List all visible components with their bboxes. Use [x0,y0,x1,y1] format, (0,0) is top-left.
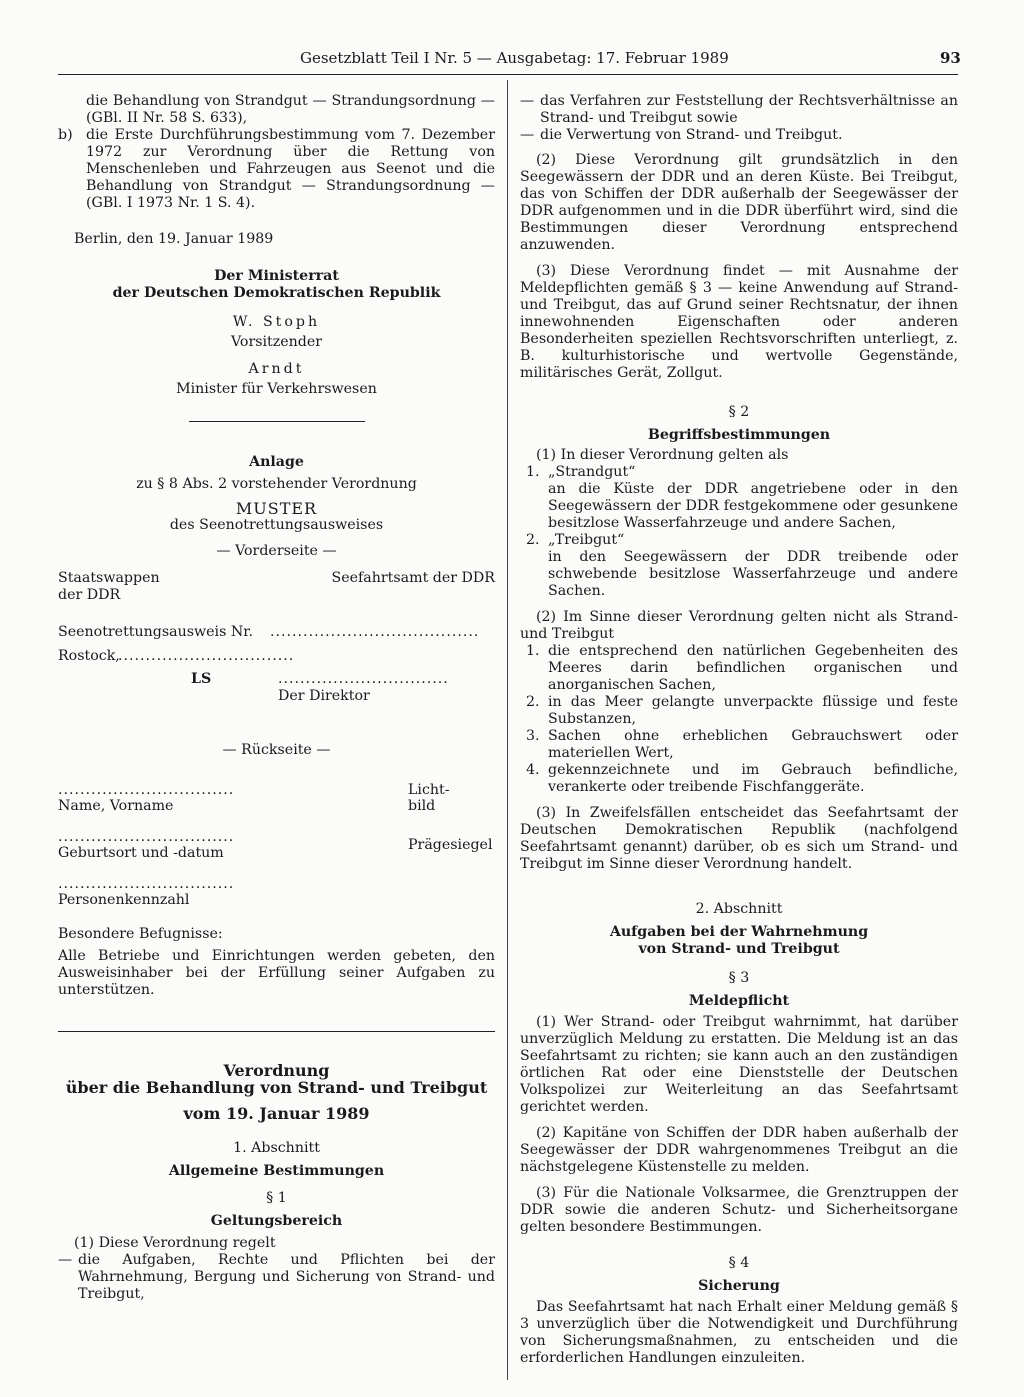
section-rule [189,421,365,422]
name-blank: ................................ [58,782,235,798]
council-line-2: der Deutschen Demokratischen Republik [112,285,441,301]
id-number-label: Seenotrettungsausweis Nr. [58,624,254,640]
rostock-label: Rostock, [58,648,120,664]
exclusion-text: in das Meer gelangte unverpackte flüssige und feste Substanzen, [548,694,958,727]
back-side-label: — Rückseite — [222,742,331,758]
definition-item [520,464,958,532]
rostock-row [58,648,495,665]
list-item [58,127,495,212]
back-side-fields [58,782,495,930]
dash-marker: — [58,1252,73,1268]
council-line-1: Der Ministerrat [214,268,339,284]
paragraph-4-number: § 4 [728,1255,750,1271]
paragraph-2-number: § 2 [728,404,750,420]
dash-marker: — [520,127,535,143]
birth-label: Geburtsort und -datum [58,845,224,861]
place-date: Berlin, den 19. Januar 1989 [74,231,274,247]
definition-term: „Treibgut“ [548,532,625,548]
paragraph-3-clause-2: (2) Kapitäne von Schiffen der DDR haben außerhalb der Seegewässer der DDR wahrgenommenes Treibgut an die nächstgelegene Küstenstelle zu melden. [520,1125,958,1175]
list-marker: 2. [526,694,540,710]
photo-label-2: bild [408,798,436,814]
list-marker: 3. [526,728,540,744]
person-id-blank: ................................ [58,876,235,892]
list-item-text: die Erste Durchführungsbestimmung vom 7. Dezember 1972 zur Verordnung über die Rettung von Menschenleben und Fahrzeugen aus Seenot und die Behandlung von Strandgut — Strandungsordnung — (GBl. I 1973 Nr. 1 S. 4). [86,127,495,211]
paragraph-3-clause-3: (3) Für die Nationale Volksarmee, die Grenztruppen der DDR sowie die anderen Schutz- und Sicherheitsorgane gelten besondere Bestimmungen. [520,1185,958,1235]
list-item-text: das Verfahren zur Feststellung der Rechtsverhältnisse an Strand- und Treibgut sowie [540,93,958,126]
definition-text: an die Küste der DDR angetriebene oder in den Seegewässern der DDR festgekommene oder gesunkene besitzlose Wasserfahrzeuge und andere Sachen, [548,481,958,531]
signer-title: Minister für Verkehrswesen [176,381,377,397]
exclusion-text: Sachen ohne erheblichen Gebrauchswert oder materiellen Wert, [548,728,958,761]
dash-marker: — [520,93,535,109]
definition-item [520,532,958,600]
page-number: 93 [940,49,961,67]
section-2-title-1: Aufgaben bei der Wahrnehmung [609,924,869,940]
photo-label-1: Licht- [408,782,450,798]
muster-subtitle: des Seenotrettungsausweises [169,517,384,533]
section-1-title: Allgemeine Bestimmungen [168,1163,385,1179]
list-marker: 4. [526,762,540,778]
list-item [520,127,958,144]
paragraph-1-clause-3: (3) Diese Verordnung findet — mit Ausnahme der Meldepflichten gemäß § 3 — keine Anwendung auf Strand- und Treibgut, das auf Grund seiner Rechtsnatur, der ihnen innewohnenden Eigenschaften oder anderen Besonderheiten speziellen Rechtsvorschriften unterliegt, z. B. kulturhistorische und wertvolle Gegenstände, militärisches Gerät, Zollgut. [520,263,958,381]
annex-reference: zu § 8 Abs. 2 vorstehender Verordnung [136,476,417,492]
paragraph-2-title: Begriffsbestimmungen [647,427,831,443]
exclusion-item [520,694,958,728]
form-header-row [58,570,495,606]
left-column [58,93,495,1303]
paragraph-1-clause-2: (2) Diese Verordnung gilt grundsätzlich in den Seegewässern der DDR und an deren Küste. Bei Treibgut, das von Schiffen der DDR außerhalb der Seegewässer der DDR aufgenommen und in die DDR überführt wird, sind die Bestimmungen dieser Verordnung entsprechend anzuwenden. [520,152,958,253]
definition-text: in den Seegewässern der DDR treibende oder schwebende besitzlose Wasserfahrzeuge und andere Sachen. [548,549,958,599]
council-heading [58,268,495,302]
section-2-title-2: von Strand- und Treibgut [638,941,840,957]
list-item-text: die Behandlung von Strandgut — Strandungsordnung — (GBl. II Nr. 58 S. 633), [86,93,495,126]
director-label: Der Direktor [278,688,370,704]
paragraph-4-text: Das Seefahrtsamt hat nach Erhalt einer Meldung gemäß § 3 unverzüglich über die Notwendigkeit und Durchführung von Sicherungsmaßnahmen, zu entscheiden und die erforderlichen Handlungen einzuleiten. [520,1299,958,1366]
special-powers-text: Alle Betriebe und Einrichtungen werden gebeten, den Ausweisinhaber bei der Erfüllung seiner Aufgaben zu unterstützen. [58,948,495,998]
paragraph-1-number: § 1 [266,1190,287,1206]
signature-block-2 [58,361,495,398]
list-item-text: die Aufgaben, Rechte und Pflichten bei der Wahrnehmung, Bergung und Sicherung von Strand- und Treibgut, [78,1252,495,1302]
muster-title: MUSTER [235,499,318,518]
list-marker: b) [58,127,73,143]
exclusion-item [520,728,958,762]
paragraph-3-clause-1: (1) Wer Strand- oder Treibgut wahrnimmt, hat darüber unverzüglich Meldung zu erstatten. Die Meldung ist an das Seefahrtsamt zu richten; sie kann auch an den zuständigen örtlichen Rat oder eine Dienststelle der Deutschen Volkspolizei zur Weiterleitung an das Seefahrtsamt gerichtet werden. [520,1014,958,1115]
exclusion-text: die entsprechend den natürlichen Gegebenheiten des Meeres darin befindlichen organischen und anorganischen Sachen, [548,643,958,693]
exclusion-text: gekennzeichnete und im Gebrauch befindliche, verankerte oder treibende Fischfanggeräte. [548,762,958,795]
section-rule [58,1031,495,1032]
decree-date: vom 19. Januar 1989 [183,1104,370,1123]
authority-label: Seefahrtsamt der DDR [331,570,495,586]
list-marker: 1. [526,464,540,480]
header-title: Gesetzblatt Teil I Nr. 5 — Ausgabetag: 17. Februar 1989 [300,49,729,67]
paragraph-2-clause-3: (3) In Zweifelsfällen entscheidet das Seefahrtsamt der Deutschen Demokratischen Republik (nachfolgend Seefahrtsamt genannt) darüber, ob es sich um Strand- und Treibgut im Sinne dieser Verordnung handelt. [520,805,958,872]
paragraph-2-clause-1: (1) In dieser Verordnung gelten als [536,447,789,463]
date-blank: ................................ [118,648,295,664]
section-1-label: 1. Abschnitt [233,1140,320,1156]
id-number-blank: ...................................... [270,624,480,640]
definition-term: „Strandgut“ [548,464,636,480]
paragraph-2-clause-2: (2) Im Sinne dieser Verordnung gelten nicht als Strand- und Treibgut [520,609,958,642]
paragraph-1-clause-1: (1) Diese Verordnung regelt [74,1235,276,1251]
signer-name: W. Stoph [232,314,321,330]
list-item [58,1252,495,1303]
person-id-label: Personenkennzahl [58,892,190,908]
birth-blank: ................................ [58,829,235,845]
decree-subtitle: über die Behandlung von Strand- und Treibgut [65,1078,488,1097]
list-marker: 2. [526,532,540,548]
id-number-row [58,624,495,641]
special-powers-label: Besondere Befugnisse: [58,926,223,942]
paragraph-4-title: Sicherung [698,1278,780,1294]
front-side-label: — Vorderseite — [216,543,337,559]
coat-of-arms-label [58,570,160,604]
decree-title: Verordnung [223,1061,330,1080]
section-2-label: 2. Abschnitt [695,901,783,917]
director-row [58,671,495,705]
paragraph-3-title: Meldepflicht [688,993,790,1009]
coat-of-arms-line-1: Staatswappen [58,570,160,586]
signer-name: Arndt [248,361,305,377]
director-signature-blank: ............................... [278,671,449,687]
paragraph-3-number: § 3 [728,970,750,986]
page-header [0,50,1024,74]
list-item-text: die Verwertung von Strand- und Treibgut. [540,127,843,143]
paragraph-1-title: Geltungsbereich [210,1213,343,1229]
annex-title: Anlage [249,454,304,470]
header-rule [58,74,958,75]
exclusion-item [520,643,958,694]
name-label: Name, Vorname [58,798,174,814]
right-column [520,93,958,1367]
seal-ls: LS [191,671,212,687]
seal-label: Prägesiegel [408,837,493,853]
list-item [520,93,958,127]
coat-of-arms-line-2: der DDR [58,587,121,603]
list-item [58,93,495,127]
signer-title: Vorsitzender [230,334,323,350]
exclusion-item [520,762,958,796]
column-divider [507,80,508,1380]
list-marker: 1. [526,643,540,659]
signature-block-1 [58,314,495,351]
